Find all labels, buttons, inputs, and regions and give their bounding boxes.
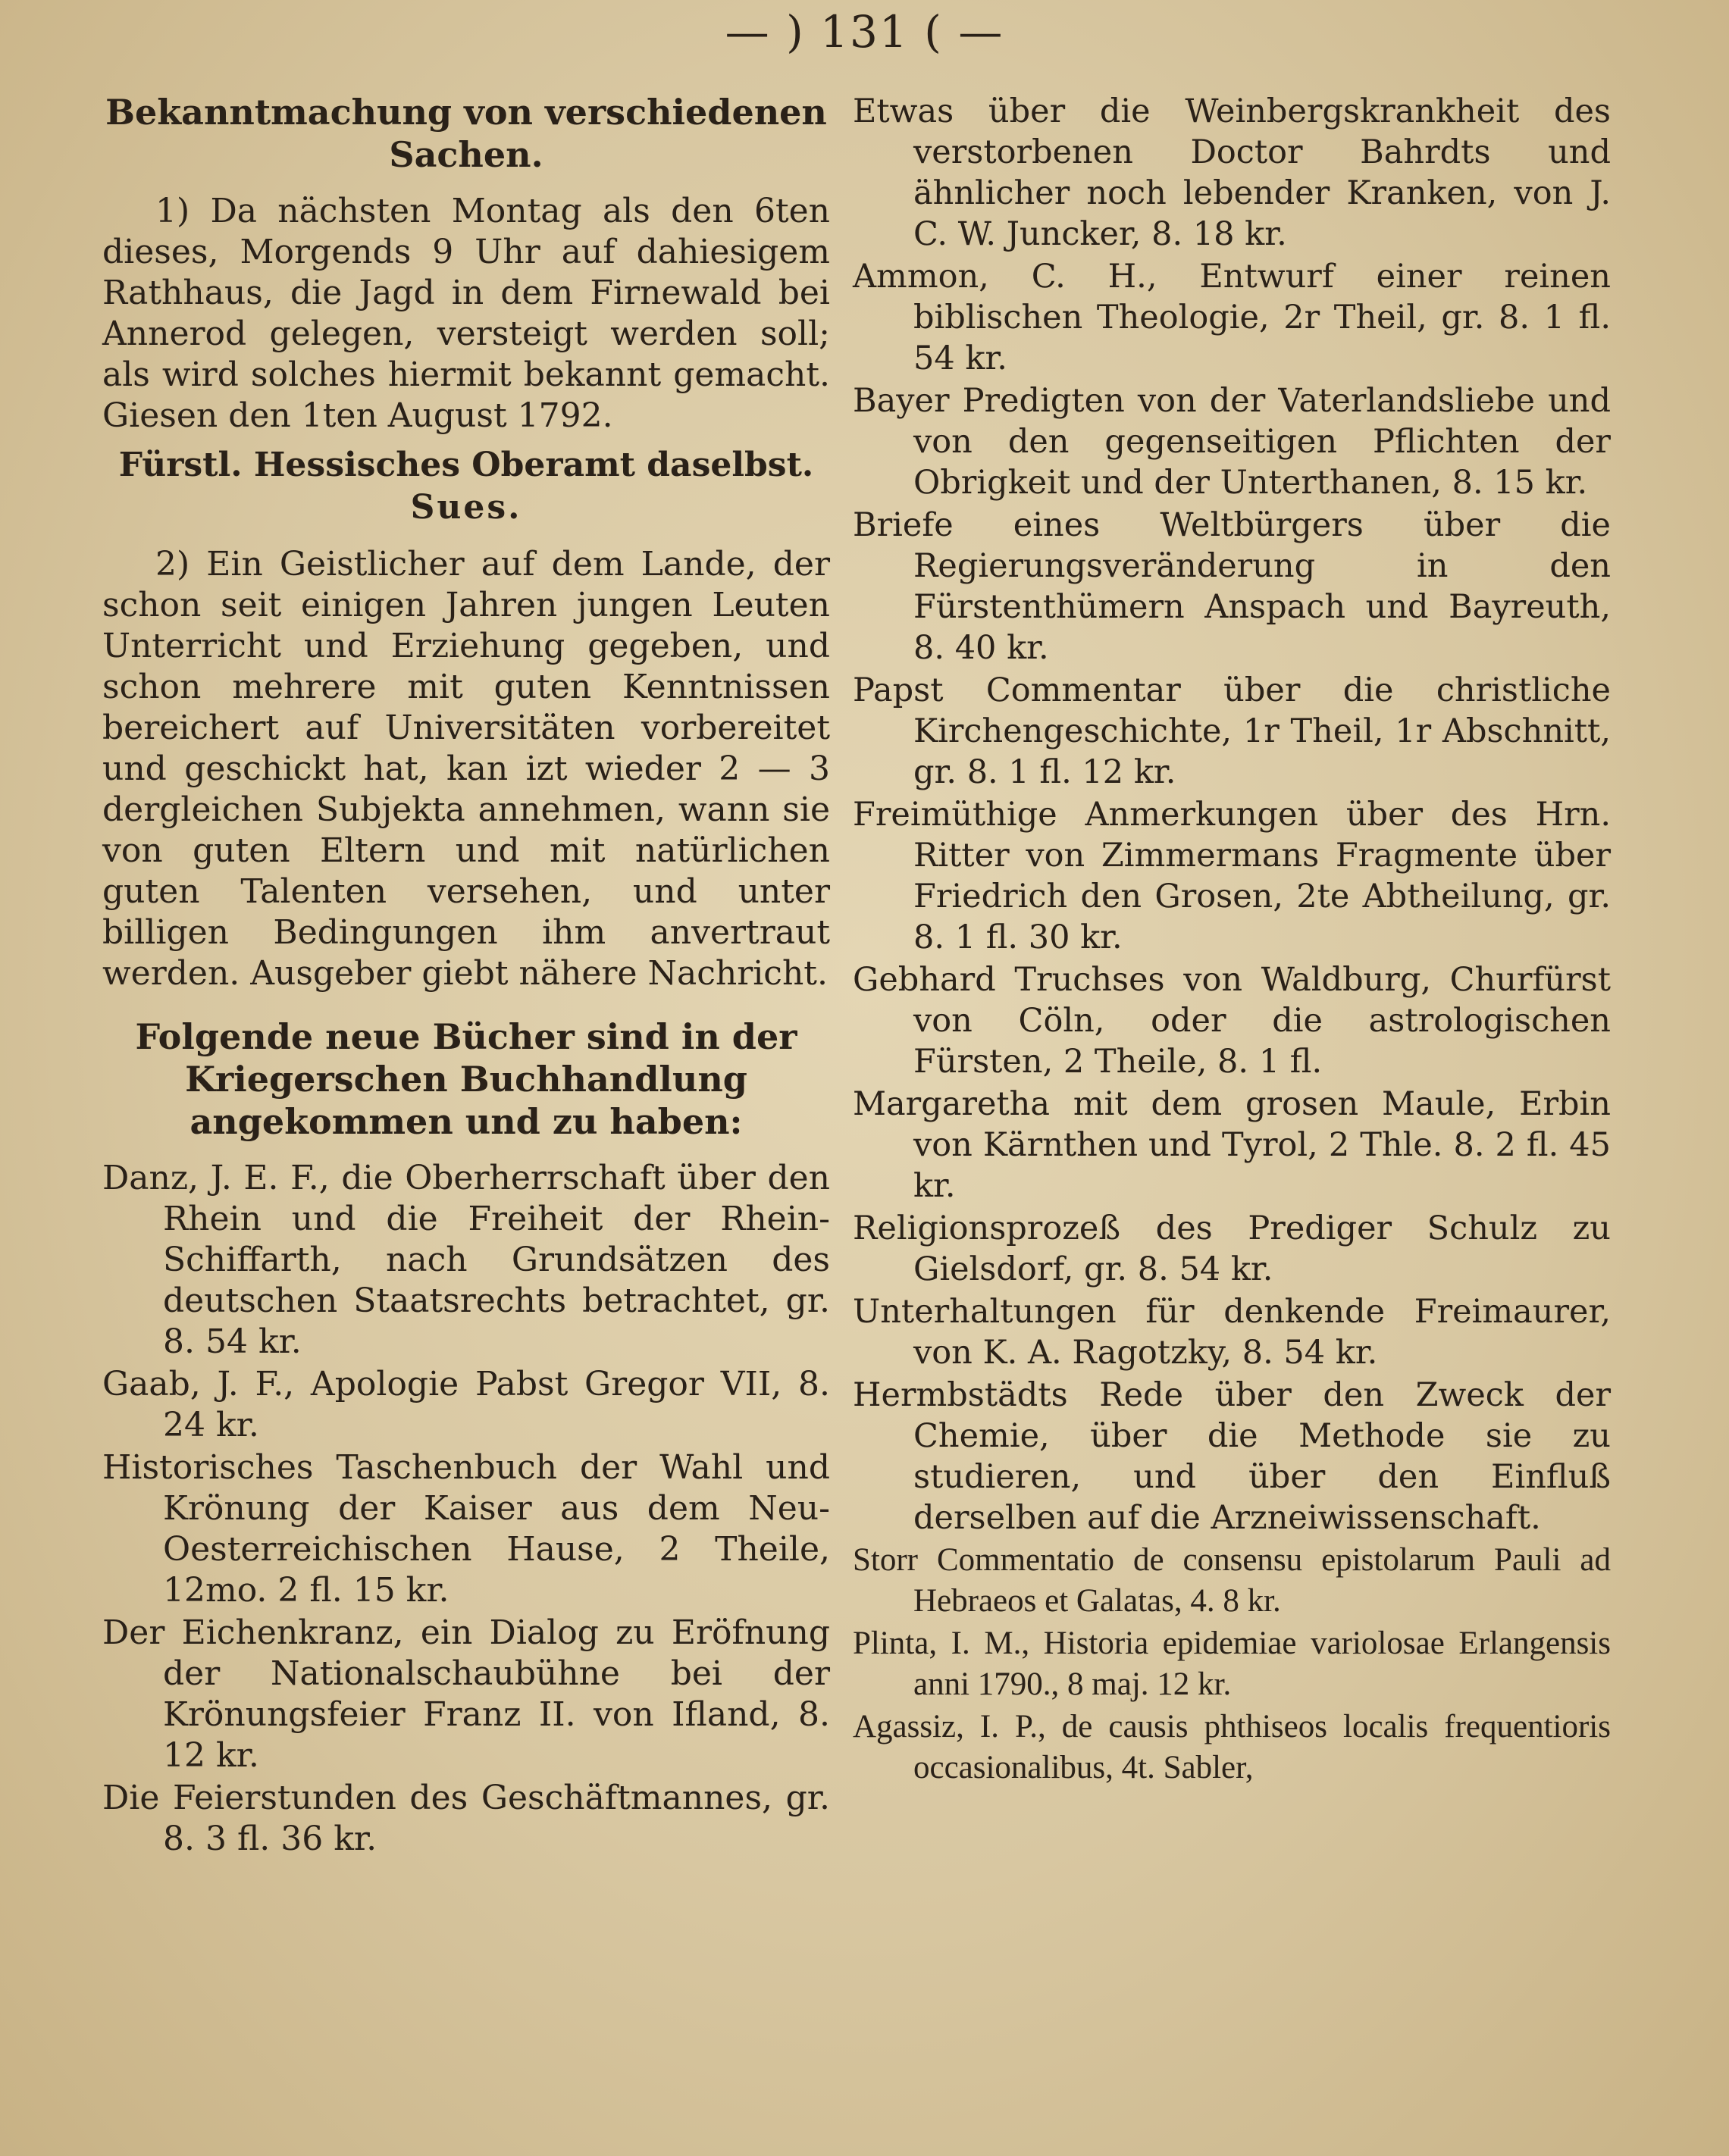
book-entry: Unterhaltungen für denkende Freimaurer, von K. A. Ragotzky, 8. 54 kr.: [853, 1293, 1611, 1372]
book-entry: Plinta, I. M., Historia epidemiae variolosae Erlangensis anni 1790., 8 maj. 12 kr.: [853, 1626, 1611, 1702]
notice-signer: Sues.: [410, 488, 522, 527]
book-entry: Historisches Taschenbuch der Wahl und Krönung der Kaiser aus dem Neu-Oesterreichischen Hause, 2 Theile, 12mo. 2 fl. 15 kr.: [102, 1448, 830, 1610]
notice-hunting-auction: 1) Da nächsten Montag als den 6ten dieses, Morgends 9 Uhr auf dahiesigem Rathhaus, die Jagd in dem Firnewald bei Annerod gelegen, versteigt werden soll; als wird solches hiermit bekannt gemacht. Giesen den 1ten August 1792.: [102, 192, 830, 435]
book-entry: Gebhard Truchses von Waldburg, Churfürst von Cöln, oder die astrologischen Fürsten, 2 Theile, 8. 1 fl.: [853, 961, 1611, 1081]
book-entry: Bayer Predigten von der Vaterlandsliebe und von den gegenseitigen Pflichten der Obrigkeit und der Unterthanen, 8. 15 kr.: [853, 382, 1611, 502]
book-entry: Ammon, C. H., Entwurf einer reinen biblischen Theologie, 2r Theil, gr. 8. 1 fl. 54 kr.: [853, 258, 1611, 377]
book-entry: Briefe eines Weltbürgers über die Regierungsveränderung in den Fürstenthümern Anspach und Bayreuth, 8. 40 kr.: [853, 506, 1611, 667]
page-number: — ) 131 ( —: [725, 6, 1004, 58]
book-entry: Der Eichenkranz, ein Dialog zu Eröfnung der Nationalschaubühne bei der Krönungsfeier Franz II. von Ifland, 8. 12 kr.: [102, 1613, 830, 1775]
books-heading: Folgende neue Bücher sind in der Kriegerschen Buchhandlung angekommen und zu haben:: [135, 1016, 797, 1142]
book-entry: Freimüthige Anmerkungen über des Hrn. Ritter von Zimmermans Fragmente über Friedrich den Grosen, 2te Abtheilung, gr. 8. 1 fl. 30 kr.: [853, 796, 1611, 956]
book-entry: Danz, J. E. F., die Oberherrschaft über den Rhein und die Freiheit der Rhein-Schiffarth, nach Grundsätzen des deutschen Staatsrechts betrachtet, gr. 8. 54 kr.: [102, 1159, 830, 1361]
book-entry: Papst Commentar über die christliche Kirchengeschichte, 1r Theil, 1r Abschnitt, gr. 8. 1 fl. 12 kr.: [853, 671, 1611, 791]
right-column: [853, 91, 1611, 1790]
book-entry: Hermbstädts Rede über den Zweck der Chemie, über die Methode sie zu studieren, und über den Einfluß derselben auf die Arzneiwissenschaft.: [853, 1376, 1611, 1537]
book-entry: Margaretha mit dem grosen Maule, Erbin von Kärnthen und Tyrol, 2 Thle. 8. 2 fl. 45 kr.: [853, 1085, 1611, 1205]
notice-tutor: 2) Ein Geistlicher auf dem Lande, der schon seit einigen Jahren jungen Leuten Unterricht und Erziehung gegeben, und schon mehrere mit guten Kenntnissen bereichert auf Universitäten vorbereitet und geschickt hat, kan izt wieder 2 — 3 dergleichen Subjekta annehmen, wann sie von guten Eltern und mit natürlichen guten Talenten versehen, und unter billigen Bedingungen ihm anvertraut werden. Ausgeber giebt nähere Nachricht.: [102, 545, 830, 993]
notice-heading: Bekanntmachung von verschiedenen Sachen.: [105, 92, 827, 175]
book-entry: Religionsprozeß des Prediger Schulz zu Gielsdorf, gr. 8. 54 kr.: [853, 1209, 1611, 1288]
left-column: [102, 91, 830, 1861]
notice-signature: Fürstl. Hessisches Oberamt daselbst.: [118, 446, 814, 484]
book-entry: Gaab, J. F., Apologie Pabst Gregor VII, 8. 24 kr.: [102, 1365, 830, 1444]
book-entry: Die Feierstunden des Geschäftmannes, gr. 8. 3 fl. 36 kr.: [102, 1779, 830, 1858]
book-entry: Storr Commentatio de consensu epistolarum Pauli ad Hebraeos et Galatas, 4. 8 kr.: [853, 1542, 1611, 1619]
book-entry: Agassiz, I. P., de causis phthiseos localis frequentioris occasionalibus, 4t. Sabler,: [853, 1709, 1611, 1785]
book-entry: Etwas über die Weinbergskrankheit des verstorbenen Doctor Bahrdts und ähnlicher noch lebender Kranken, von J. C. W. Juncker, 8. 18 kr.: [853, 92, 1611, 253]
